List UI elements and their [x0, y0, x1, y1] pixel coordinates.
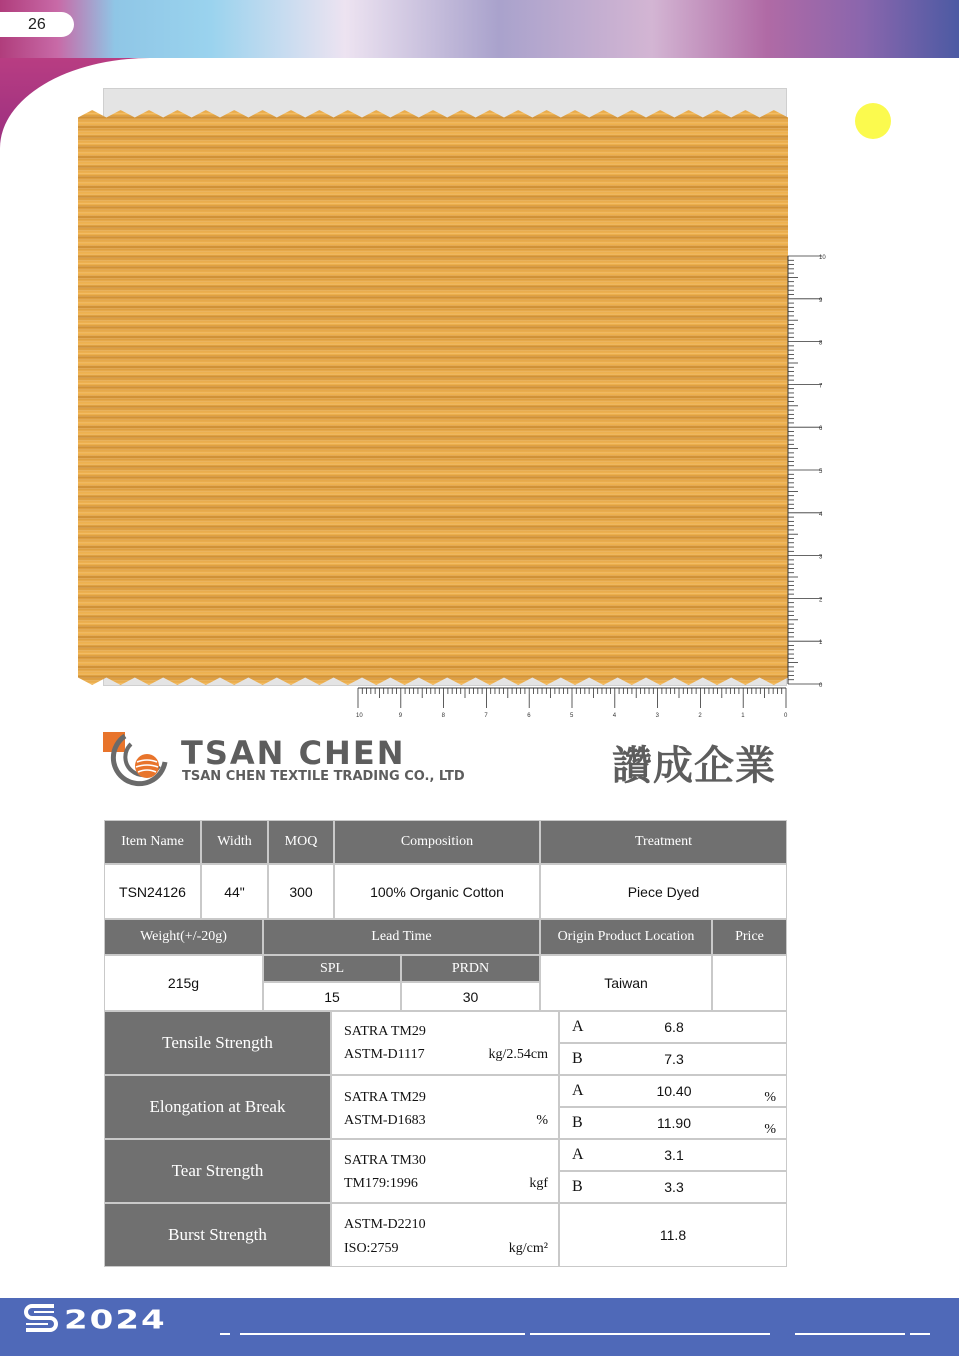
brand-company: TSAN CHEN TEXTILE TRADING CO., LTD: [182, 769, 465, 784]
header-moq: MOQ: [268, 820, 334, 864]
standard-tensile-line2: ASTM-D1117: [344, 1047, 425, 1062]
header-item-name: Item Name: [104, 820, 201, 864]
fabric-swatch-image: [78, 110, 788, 685]
standard-tensile: [331, 1011, 559, 1075]
unit-tensile: kg/2.54cm: [488, 1047, 548, 1062]
standard-tear: [331, 1139, 559, 1203]
header-width: Width: [201, 820, 268, 864]
color-dot: [855, 103, 891, 139]
direction-a-label: A: [572, 1018, 584, 1035]
unit-tear: kgf: [529, 1176, 548, 1191]
direction-a-label: A: [572, 1082, 584, 1099]
standard-elongation-line1: SATRA TM29: [344, 1090, 426, 1105]
ruler-v-label: 6: [819, 426, 823, 433]
brand-logo-icon: [103, 732, 169, 788]
ruler-v-label: 1: [819, 640, 823, 647]
brand-name: TSAN CHEN: [181, 734, 406, 772]
ruler-h-label: 5: [570, 713, 574, 719]
result-tensile-b: [559, 1043, 787, 1075]
footer-logo-icon: [22, 1300, 60, 1340]
value-treatment: Piece Dyed: [540, 864, 787, 919]
header-weight: Weight(+/-20g): [104, 919, 263, 955]
value-price: [712, 955, 787, 1011]
footer-divider: [795, 1333, 905, 1335]
ruler-v-label: 0: [819, 683, 823, 689]
standard-burst-line1: ASTM-D2210: [344, 1217, 426, 1232]
ruler-h-label: 9: [398, 713, 403, 719]
brand-chinese-name: 讚成企業: [612, 743, 776, 789]
ruler-v-label: 4: [819, 511, 823, 518]
ruler-v-label: 8: [819, 340, 823, 347]
burst-value: 11.8: [559, 1203, 787, 1267]
value-width: 44": [201, 864, 268, 919]
header-spl: SPL: [263, 955, 401, 982]
header-gradient-band: [0, 0, 959, 58]
footer-divider: [220, 1333, 230, 1335]
ruler-h-label: 4: [612, 713, 617, 719]
elongation-a-unit: %: [764, 1090, 776, 1105]
unit-burst: kg/cm²: [508, 1241, 548, 1256]
footer-divider: [910, 1333, 930, 1335]
value-prdn: 30: [401, 982, 540, 1011]
ruler-h-label: 3: [655, 713, 659, 719]
vertical-ruler: [786, 250, 836, 690]
standard-elongation: [331, 1075, 559, 1139]
header-price: Price: [712, 919, 787, 955]
standard-tensile-line1: SATRA TM29: [344, 1024, 426, 1039]
ruler-h-label: 6: [527, 713, 531, 719]
value-origin: Taiwan: [540, 955, 712, 1011]
value-item-name: TSN24126: [104, 864, 201, 919]
tensile-a-value: 6.8: [664, 1019, 684, 1035]
direction-b-label: B: [572, 1178, 583, 1195]
spec-table: [104, 820, 787, 1267]
ruler-h-label: 8: [441, 713, 445, 719]
result-elongation-a: [559, 1075, 787, 1107]
result-elongation-b: [559, 1107, 787, 1139]
ruler-v-label: 7: [819, 383, 823, 390]
page-number: 26: [28, 16, 46, 33]
ruler-v-label: 10: [819, 255, 826, 261]
ruler-v-label: 5: [819, 469, 823, 475]
elongation-a-value: 10.40: [656, 1083, 692, 1099]
header-origin: Origin Product Location: [540, 919, 712, 955]
footer-divider: [530, 1333, 770, 1335]
value-spl: 15: [263, 982, 401, 1011]
tear-a-value: 3.1: [664, 1147, 684, 1163]
standard-tear-line1: SATRA TM30: [344, 1153, 426, 1168]
standard-tear-line2: TM179:1996: [344, 1176, 418, 1191]
result-tensile-a: [559, 1011, 787, 1043]
ruler-h-label: 10: [356, 713, 363, 719]
label-tear-strength: Tear Strength: [104, 1139, 331, 1203]
direction-b-label: B: [572, 1114, 583, 1131]
ruler-h-label: 7: [484, 713, 488, 719]
ruler-h-label: 0: [784, 713, 788, 719]
elongation-b-value: 11.90: [657, 1115, 691, 1131]
value-moq: 300: [268, 864, 334, 919]
label-burst-strength: Burst Strength: [104, 1203, 331, 1267]
direction-a-label: A: [572, 1146, 584, 1163]
label-elongation-at-break: Elongation at Break: [104, 1075, 331, 1139]
footer-divider: [240, 1333, 525, 1335]
header-treatment: Treatment: [540, 820, 787, 864]
standard-burst-line2: ISO:2759: [344, 1241, 399, 1256]
ruler-v-label: 2: [819, 597, 823, 604]
horizontal-ruler: [350, 686, 795, 726]
value-composition: 100% Organic Cotton: [334, 864, 540, 919]
ruler-h-label: 1: [741, 713, 745, 719]
standard-burst: [331, 1203, 559, 1267]
header-lead-time: Lead Time: [263, 919, 540, 955]
result-tear-a: [559, 1139, 787, 1171]
footer-year: 2024: [64, 1305, 167, 1335]
label-tensile-strength: Tensile Strength: [104, 1011, 331, 1075]
header-prdn: PRDN: [401, 955, 540, 982]
tear-b-value: 3.3: [664, 1179, 684, 1195]
ruler-h-label: 2: [698, 713, 702, 719]
ruler-v-label: 9: [819, 297, 823, 304]
direction-b-label: B: [572, 1050, 583, 1067]
elongation-b-unit: %: [764, 1122, 776, 1137]
tensile-b-value: 7.3: [664, 1051, 684, 1067]
value-weight: 215g: [104, 955, 263, 1011]
standard-elongation-line2: ASTM-D1683: [344, 1113, 426, 1128]
result-tear-b: [559, 1171, 787, 1203]
unit-elongation: %: [536, 1113, 548, 1128]
ruler-v-label: 3: [819, 554, 823, 561]
header-composition: Composition: [334, 820, 540, 864]
